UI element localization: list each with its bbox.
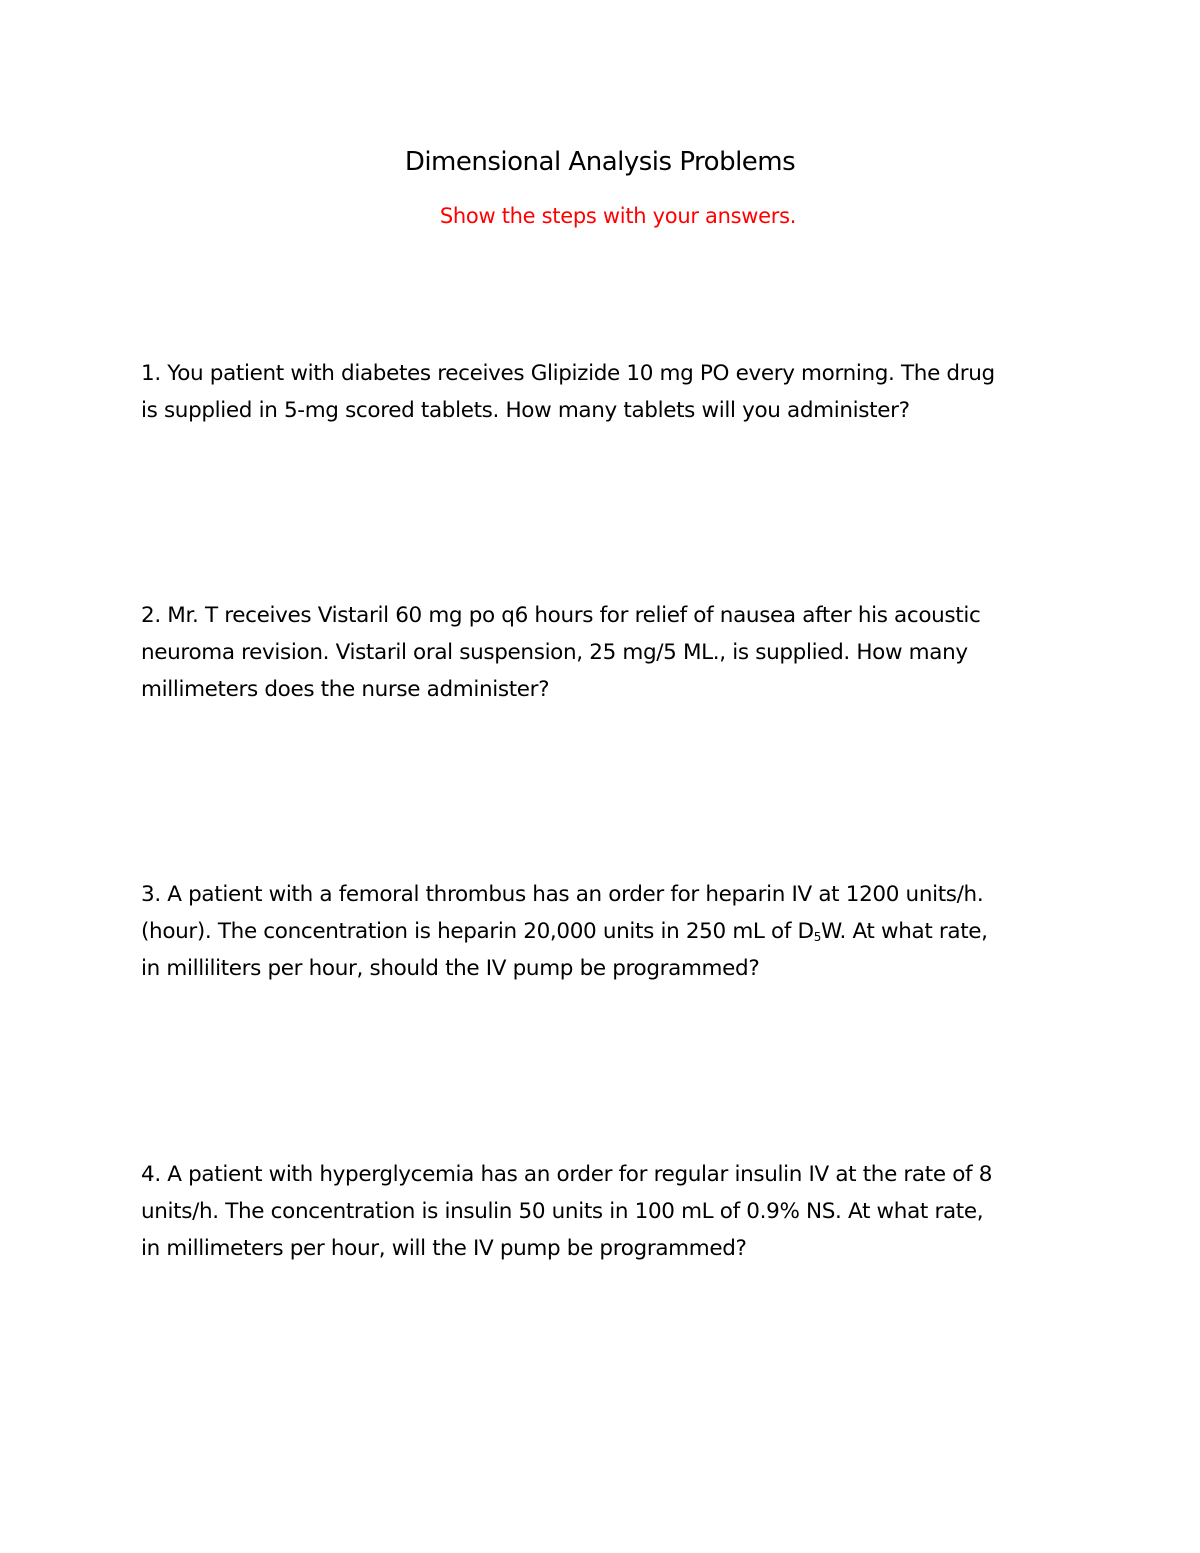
question-3 <box>141 876 1066 987</box>
question-3-line-3: in milliliters per hour, should the IV pump be programmed? <box>141 956 760 981</box>
document-title: Dimensional Analysis Problems <box>404 147 796 177</box>
question-3-line-2-text: (hour). The concentration is heparin 20,000 units in 250 mL of D <box>141 919 814 944</box>
question-1 <box>141 355 1066 429</box>
question-4-line-3: in millimeters per hour, will the IV pump be programmed? <box>141 1236 747 1261</box>
question-2-line-1: 2. Mr. T receives Vistaril 60 mg po q6 hours for relief of nausea after his acoustic <box>141 603 981 628</box>
question-2-line-3: millimeters does the nurse administer? <box>141 677 550 702</box>
question-4-line-1: 4. A patient with hyperglycemia has an order for regular insulin IV at the rate of 8 <box>141 1162 993 1187</box>
question-2-line-2: neuroma revision. Vistaril oral suspension, 25 mg/5 ML., is supplied. How many <box>141 640 968 665</box>
question-4 <box>141 1156 1066 1267</box>
question-3-line-1: 3. A patient with a femoral thrombus has an order for heparin IV at 1200 units/h. <box>141 882 984 907</box>
question-2 <box>141 597 1066 708</box>
question-3-line-2 <box>141 913 1066 950</box>
question-3-line-2-text-end: W. At what rate, <box>821 919 988 944</box>
instructions: Show the steps with your answers. <box>439 204 797 228</box>
question-1-line-2: is supplied in 5-mg scored tablets. How many tablets will you administer? <box>141 398 910 423</box>
subscript-5: 5 <box>813 930 822 944</box>
question-1-line-1: 1. You patient with diabetes receives Glipizide 10 mg PO every morning. The drug <box>141 361 995 386</box>
question-4-line-2: units/h. The concentration is insulin 50 units in 100 mL of 0.9% NS. At what rate, <box>141 1199 984 1224</box>
